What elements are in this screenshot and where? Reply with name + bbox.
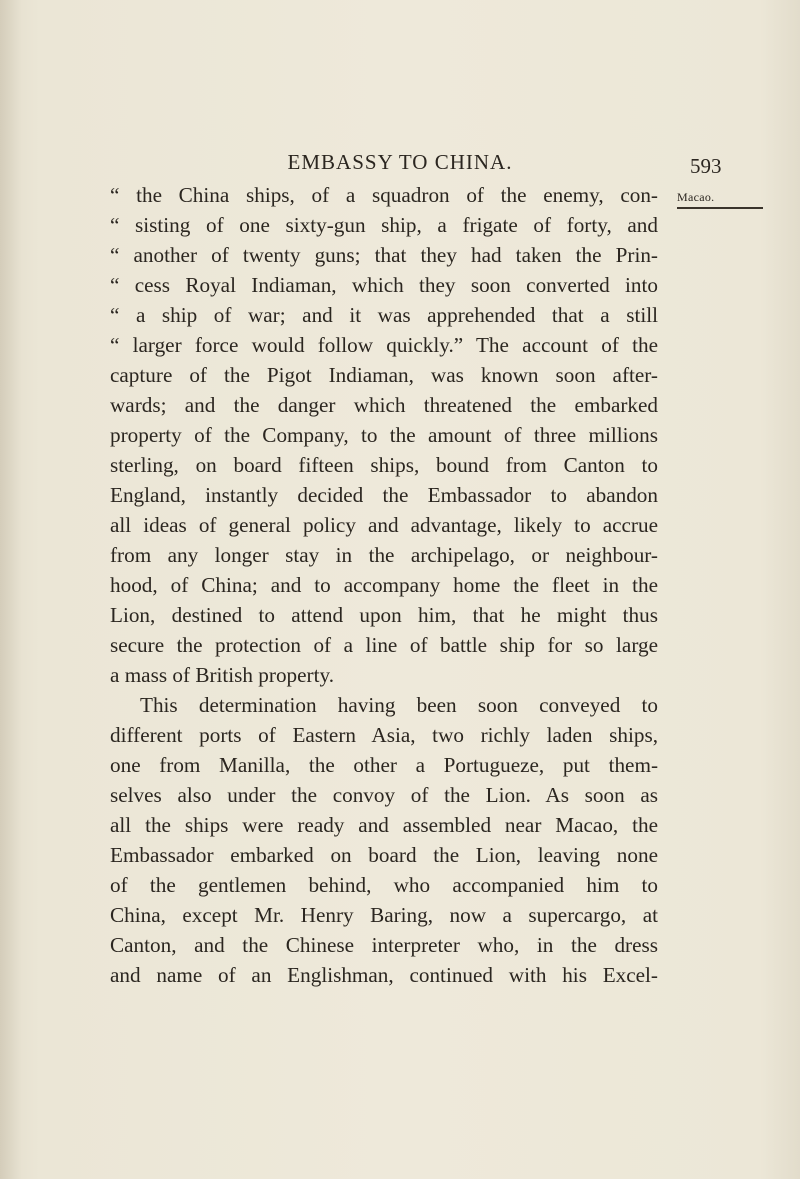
text-line: “ a ship of war; and it was apprehended that a still xyxy=(110,303,658,327)
running-head xyxy=(0,150,800,180)
text-line: different ports of Eastern Asia, two richly laden ships, xyxy=(110,723,658,747)
text-line: “ another of twenty guns; that they had taken the Prin- xyxy=(110,243,658,267)
text-line: “ larger force would follow quickly.” The account of the xyxy=(110,333,658,357)
text-line: China, except Mr. Henry Baring, now a supercargo, at xyxy=(110,903,658,927)
text-line: Canton, and the Chinese interpreter who, in the dress xyxy=(110,933,658,957)
margin-note xyxy=(677,190,767,209)
text-line: “ sisting of one sixty-gun ship, a frigate of forty, and xyxy=(110,213,658,237)
text-line: hood, of China; and to accompany home the fleet in the xyxy=(110,573,658,597)
text-line: and name of an Englishman, continued with his Excel- xyxy=(110,963,658,987)
text-line: Embassador embarked on board the Lion, leaving none xyxy=(110,843,658,867)
text-line: wards; and the danger which threatened the embarked xyxy=(110,393,658,417)
page-number: 593 xyxy=(690,154,722,178)
text-line: a mass of British property. xyxy=(110,663,334,687)
body-text xyxy=(110,180,658,990)
margin-note-text: Macao. xyxy=(677,190,715,204)
running-title: EMBASSY TO CHINA. xyxy=(287,150,513,174)
text-line: capture of the Pigot Indiaman, was known soon after- xyxy=(110,363,658,387)
text-line: property of the Company, to the amount of three millions xyxy=(110,423,658,447)
text-line: “ the China ships, of a squadron of the enemy, con- xyxy=(110,183,658,207)
text-line: Lion, destined to attend upon him, that he might thus xyxy=(110,603,658,627)
text-line: all ideas of general policy and advantage, likely to accrue xyxy=(110,513,658,537)
text-line: “ cess Royal Indiaman, which they soon converted into xyxy=(110,273,658,297)
text-line: This determination having been soon conveyed to xyxy=(140,693,658,717)
text-line: of the gentlemen behind, who accompanied him to xyxy=(110,873,658,897)
text-line: selves also under the convoy of the Lion. As soon as xyxy=(110,783,658,807)
text-line: one from Manilla, the other a Portugueze, put them- xyxy=(110,753,658,777)
text-line: secure the protection of a line of battle ship for so large xyxy=(110,633,658,657)
text-line: from any longer stay in the archipelago, or neighbour- xyxy=(110,543,658,567)
text-line: England, instantly decided the Embassador to abandon xyxy=(110,483,658,507)
margin-note-rule xyxy=(677,207,763,209)
text-line: all the ships were ready and assembled near Macao, the xyxy=(110,813,658,837)
text-line: sterling, on board fifteen ships, bound from Canton to xyxy=(110,453,658,477)
